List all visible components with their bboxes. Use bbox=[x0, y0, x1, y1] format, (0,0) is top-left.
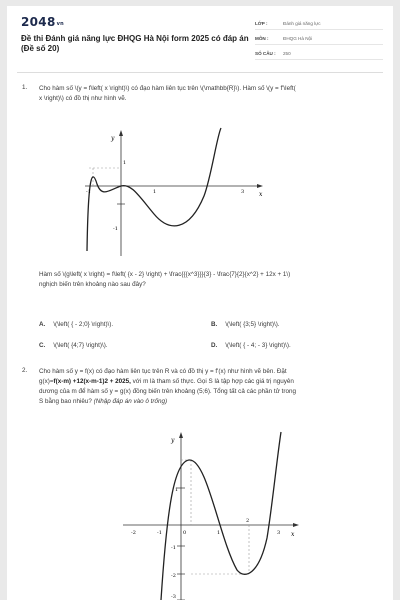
meta-value: 250 bbox=[283, 51, 291, 56]
tick-label: 2 bbox=[246, 518, 250, 524]
site-logo[interactable] bbox=[21, 15, 64, 29]
tick-label: -2 bbox=[171, 573, 176, 579]
question-1-line: Cho hàm số \(y = f\left( x \right)\) có đạo hàm liên tục trên \(\mathbb{R}\). Hàm số \(y = f'\left( bbox=[39, 85, 296, 92]
meta-label: SỐ CÂU : bbox=[255, 51, 276, 56]
option-key: A. bbox=[39, 321, 46, 328]
header-divider bbox=[17, 72, 383, 73]
x-axis-label: x bbox=[259, 191, 263, 198]
tick-label: -1 bbox=[157, 530, 162, 536]
question-2-line: dương của m để hàm số y = g(x) đồng biến trên khoảng (5;6). Tổng tất cả các phần tử trong bbox=[39, 388, 296, 395]
tick-label: 1 bbox=[123, 160, 127, 166]
tick-label: -2 bbox=[131, 530, 136, 536]
x-axis-label: x bbox=[291, 531, 295, 538]
y-axis-label: y bbox=[171, 437, 175, 444]
option-d[interactable] bbox=[211, 342, 291, 349]
question-2-text bbox=[39, 367, 387, 407]
y-axis-arrow bbox=[119, 130, 123, 136]
tick-label: 1 bbox=[175, 487, 179, 493]
tick-label: 0 bbox=[183, 530, 187, 536]
tick-label: -1 bbox=[86, 189, 91, 195]
x-axis-arrow bbox=[293, 523, 299, 527]
question-2-line: g(x)=f(x-m) +12(x-m-1)2 + 2025, với m là tham số thực. Gọi S là tập hợp các giá trị nguyên bbox=[39, 378, 294, 385]
meta-label: LỚP : bbox=[255, 21, 268, 26]
option-a[interactable] bbox=[39, 321, 113, 328]
question-1-followup bbox=[39, 270, 384, 290]
meta-row-subject bbox=[255, 33, 383, 45]
exam-title: Đề thi Đánh giá năng lực ĐHQG Hà Nội form 2025 có đáp án (Đề số 20) bbox=[21, 34, 249, 53]
question-1-number: 1. bbox=[22, 84, 28, 91]
tick-label: -1 bbox=[171, 545, 176, 551]
question-1-line: x \right)\) có đồ thị như hình vẽ. bbox=[39, 95, 127, 102]
question-1-line: Hàm số \(g\left( x \right) = f\left( {x - 2} \right) + \frac{{{x^3}}}{3} - \frac{7}{2}{x^2} + 12x + 1\) bbox=[39, 271, 291, 278]
option-key: C. bbox=[39, 342, 46, 349]
logo-text: 2048 bbox=[21, 15, 56, 29]
meta-value: ĐHQG Hà Nội bbox=[283, 36, 313, 41]
exam-meta bbox=[255, 18, 383, 63]
option-c[interactable] bbox=[39, 342, 108, 349]
tick-label: 1 bbox=[153, 189, 157, 195]
y-axis-label: y bbox=[111, 135, 115, 142]
tick-label: 1 bbox=[217, 530, 221, 536]
tick-label: 3 bbox=[277, 530, 281, 536]
meta-label: MÔN : bbox=[255, 36, 269, 41]
meta-row-count bbox=[255, 48, 383, 60]
option-text: \(\left( { - 4; - 3} \right)\). bbox=[225, 342, 291, 349]
derivative-curve bbox=[161, 432, 281, 600]
tick-label: -1 bbox=[113, 226, 118, 232]
option-b[interactable] bbox=[211, 321, 280, 328]
question-1-text bbox=[39, 84, 384, 104]
option-key: B. bbox=[211, 321, 218, 328]
logo-suffix: vn bbox=[56, 21, 65, 27]
meta-row-class bbox=[255, 18, 383, 30]
tick-label: 3 bbox=[241, 189, 245, 195]
option-text: \(\left( {3;5} \right)\). bbox=[225, 321, 280, 328]
option-text: \(\left( {4;7} \right)\). bbox=[53, 342, 108, 349]
meta-value: Đánh giá năng lực bbox=[283, 21, 321, 26]
function-definition: f(x-m) +12(x-m-1)2 + 2025, bbox=[53, 378, 131, 385]
question-2-graph bbox=[119, 428, 309, 600]
question-2-line: Cho hàm số y = f(x) có đạo hàm liên tục trên R và có đồ thị y = f'(x) như hình vẽ bên. Đặt bbox=[39, 368, 287, 375]
question-1-line: nghịch biến trên khoảng nào sau đây? bbox=[39, 281, 146, 288]
question-1-graph bbox=[79, 126, 279, 261]
question-2-number: 2. bbox=[22, 367, 28, 374]
y-axis-arrow bbox=[179, 432, 183, 438]
option-text: \(\left( { - 2;0} \right)\). bbox=[53, 321, 114, 328]
document-page bbox=[7, 6, 393, 600]
x-axis-arrow bbox=[257, 184, 263, 188]
tick-label: -3 bbox=[171, 594, 176, 600]
option-key: D. bbox=[211, 342, 218, 349]
answer-hint: (Nhập đáp án vào ô trống) bbox=[93, 398, 168, 405]
question-2-line: S bằng bao nhiêu? (Nhập đáp án vào ô trống) bbox=[39, 398, 168, 405]
